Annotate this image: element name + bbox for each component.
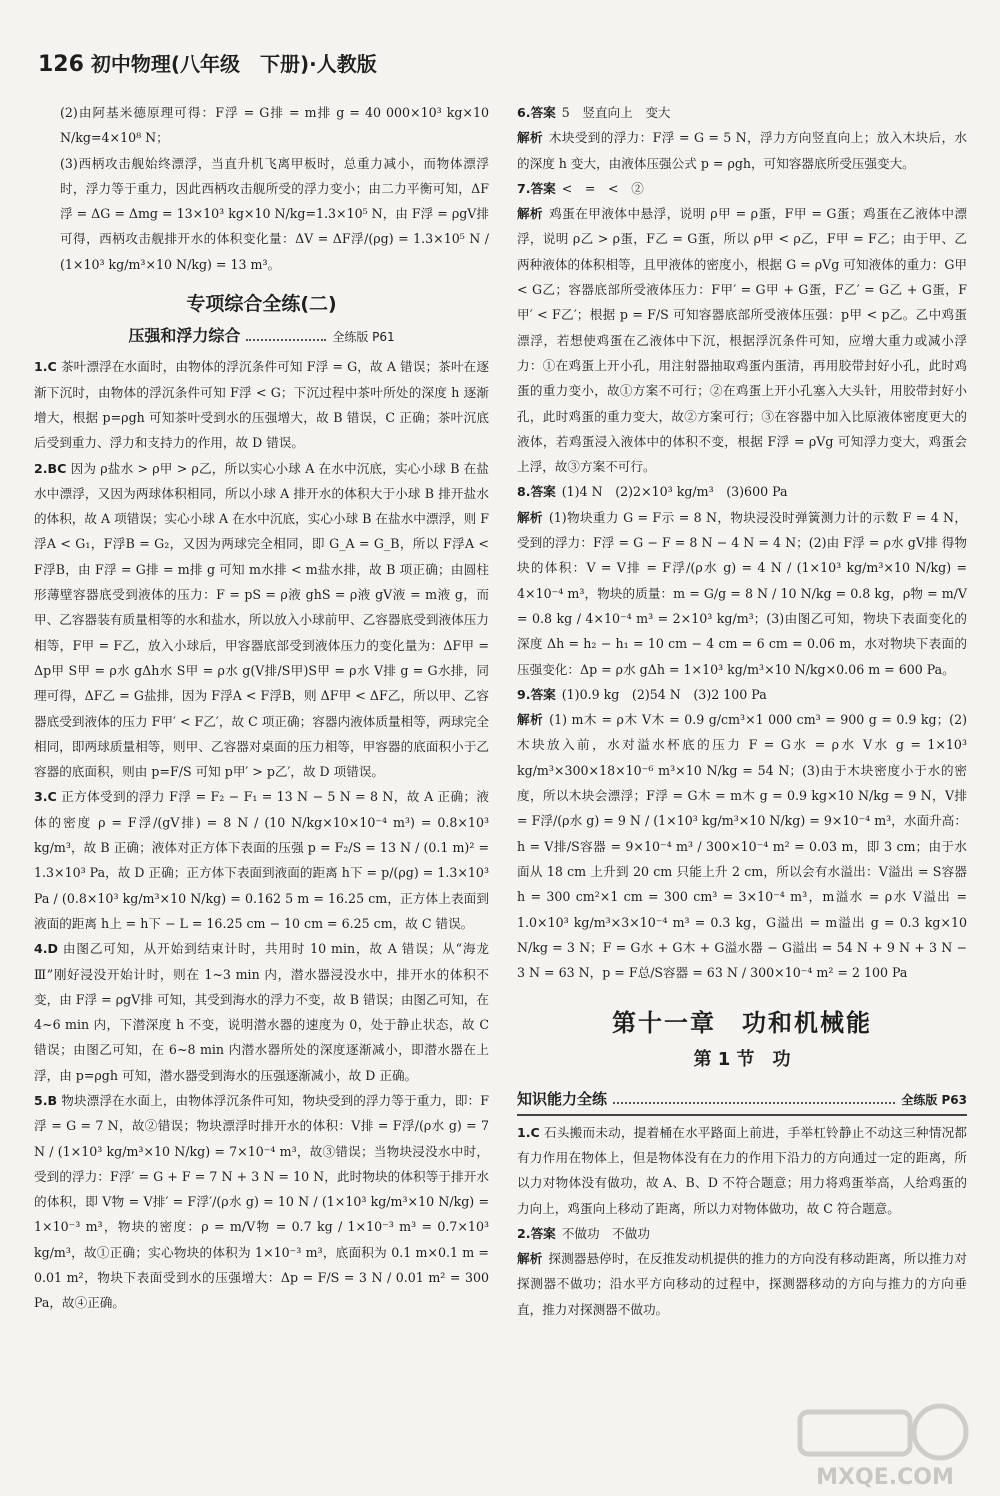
chapter-title: 第十一章 功和机械能	[612, 1009, 872, 1038]
analysis-item: 解析 (1) m木 = ρ木 V木 = 0.9 g/cm³×1 000 cm³ = 900 g = 0.9 kg；(2)木块放入前，水对溢水杯底的压力 F = G水 = ρ水 V水 g = 1×10³ kg/m³×300×18×10⁻⁶ m³×10 N/kg = 54 N；(3)由于木块密度小于水的密度，所以木块会漂浮；F浮 = G木 = m木 g = 0.9 kg×10 N/kg = 9 N，V排 = F浮/(ρ水 g) = 9 N / (1×10³ kg/m³×10 N/kg) = 9×10⁻⁴ m³，水面升高：h = V排/S容器 = 9×10⁻⁴ m³ / 300×10⁻⁴ m² = 0.03 m，即 3 cm；由于水面从 18 cm 上升到 20 cm 只能上升 2 cm，所以会有水溢出：V溢出 = S容器 h = 300 cm²×1 cm = 300 cm³ = 3×10⁻⁴ m³，m溢水 = ρ水 V溢出 = 1.0×10³ kg/m³×3×10⁻⁴ m³ = 0.3 kg，G溢出 = m溢出 g = 0.3 kg×10 N/kg = 3 N；F = G水 + G木 + G溢水器 − G溢出 = 54 N + 9 N + 3 N − 3 N = 63 N，p = F总/S容器 = 63 N / 300×10⁻⁴ m² = 2 100 Pa	[517, 712, 968, 981]
answer-item: 1.C 茶叶漂浮在水面时，由物体的浮沉条件可知 F浮 = G，故 A 错误；茶叶在逐渐下沉时，由物体的浮沉条件可知 F浮 < G；下沉过程中茶叶所处的深度 h 逐渐增大，根据 p=ρgh 可知茶叶受到水的压强增大，故 B 错误，C 正确；茶叶沉底后受到重力、浮力和支持力的作用，故 D 错误。	[34, 359, 489, 451]
answer-item: 1.C 石头搬而未动，提着桶在水平路面上前进，手举杠铃静止不动这三种情况都有力作用在物体上，但是物体没有在力的作用下沿力的方向通过一定的距离，所以力对物体没有做功，故 A、B、D 不符合题意；用力将鸡蛋举高，人给鸡蛋的力向上，鸡蛋向上移动了距离，所以力对物体做功，故 C 符合题意。	[517, 1124, 967, 1216]
answer-item: 8.答案 (1)4 N (2)2×10³ kg/m³ (3)600 Pa	[517, 484, 788, 500]
answer-item: 3.C 正方体受到的浮力 F浮 = F₂ − F₁ = 13 N − 5 N = 8 N，故 A 正确；液体的密度 ρ = F浮/(gV排) = 8 N / (10 N/kg×10×10⁻⁴ m³) = 0.8×10³ kg/m³，故 B 正确；液体对正方体下表面的压强 p = F₂/S = 13 N / (0.1 m)² = 1.3×10³ Pa，故 D 正确；正方体下表面到液面的距离 h下 = p/(ρg) = 1.3×10³ Pa / (0.8×10³ kg/m³×10 N/kg) = 0.162 5 m = 16.25 cm，正方体上表面到液面的距离 h上 = h下 − L = 16.25 cm − 10 cm = 6.25 cm，故 C 错误。	[34, 789, 489, 931]
right-column	[517, 100, 967, 1322]
site-watermark-logo	[790, 1400, 980, 1492]
analysis-item: 解析 探测器悬停时，在反推发动机提供的推力的方向没有移动距离，所以推力对探测器不做功；沿水平方向移动的过程中，探测器移动的方向与推力的方向垂直，推力对探测器不做功。	[517, 1251, 968, 1317]
prev-answer-part-2: (2)由阿基米德原理可得：F浮 = G排 = m排 g = 40 000×10³ kg×10 N/kg=4×10⁸ N；	[60, 105, 489, 146]
answer-item: 6.答案 5 竖直向上 变大	[517, 105, 671, 120]
analysis-item: 解析 木块受到的浮力：F浮 = G = 5 N，浮力方向竖直向上；放入木块后，水的深度 h 变大，由液体压强公式 p = ρgh，可知容器底所受压强变大。	[517, 130, 968, 171]
analysis-item: 解析 鸡蛋在甲液体中悬浮，说明 ρ甲 = ρ蛋，F甲 = G蛋；鸡蛋在乙液体中漂浮，说明 ρ乙 > ρ蛋，F乙 = G蛋，所以 ρ甲 < ρ乙，F甲 = F乙；由于甲、乙两种液体的体积相等，且甲液体的密度小，根据 G = ρVg 可知液体的重力：G甲 < G乙；容器底部所受液体压力：F甲′ = G甲 + G蛋，F乙′ = G乙 + G蛋，F甲′ < F乙′；根据 p = F/S 可知容器底部所受液体压强：p甲 < p乙。乙中鸡蛋漂浮，若想使鸡蛋在乙液体中下沉，根据浮沉条件可知，应增大重力或减小浮力：①在鸡蛋上开小孔，用注射器抽取鸡蛋内蛋清，再用胶带封好小孔，此时鸡蛋的重力变小，故①方案不可行；②在鸡蛋上开小孔塞入大头针，用胶带封好小孔，此时鸡蛋的重力变大，故②方案可行；③在容器中加入比原液体密度更大的液体，若鸡蛋浸入液体中的体积不变，根据 F浮 = ρVg 可知浮力变大，鸡蛋会上浮，故③方案不可行。	[517, 206, 968, 475]
answer-item: 7.答案 < = < ②	[517, 180, 644, 196]
section-ref: 全练版 P61	[332, 330, 395, 345]
answer-item: 4.D 由图乙可知，从开始到结束计时，共用时 10 min，故 A 错误；从“海龙Ⅲ”刚好浸没开始计时，则在 1~3 min 内，潜水器浸没水中，排开水的体积不变，由 F浮 = ρgV排 可知，其受到海水的浮力不变，故 B 错误；由图乙可知，在 4~6 min 内，下潜深度 h 不变，说明潜水器的速度为 0，处于静止状态，故 C 错误；由图乙可知，在 6~8 min 内潜水器所处的深度逐渐减小，即潜水器在上浮，由 p=ρgh 可知，潜水器受到海水的压强逐渐减小，故 D 正确。	[34, 941, 489, 1083]
answer-item: 5.B 物块漂浮在水面上，由物体浮沉条件可知，物块受到的浮力等于重力，即：F浮 = G = 7 N，故②错误；物块漂浮时排开水的体积：V排 = F浮/(ρ水 g) = 7 N / (1×10³ kg/m³×10 N/kg) = 7×10⁻⁴ m³，故③错误；当物块浸没水中时，受到的浮力：F浮′ = G + F = 7 N + 3 N = 10 N，此时物块的体积等于排开水的体积，即 V物 = V排′ = F浮′/(ρ水 g) = 10 N / (1×10³ kg/m³×10 N/kg) = 1×10⁻³ m³，物块的密度：ρ = m/V物 = 0.7 kg / 1×10⁻³ m³ = 0.7×10³ kg/m³，故①正确；实心物块的体积为 1×10⁻³ m³，底面积为 0.1 m×0.1 m = 0.01 m²，物块下表面受到水的压强增大：Δp = F/S = 3 N / 0.01 m² = 300 Pa，故④正确。	[34, 1092, 489, 1311]
section-title: 专项综合全练(二)	[186, 293, 337, 316]
page-header	[38, 48, 978, 82]
watermark-text: MXQE.COM	[816, 1465, 954, 1490]
section-subtitle-row	[34, 323, 489, 350]
answer-item: 9.答案 (1)0.9 kg (2)54 N (3)2 100 Pa	[517, 686, 767, 702]
answer-item: 2.BC 因为 ρ盐水 > ρ甲 > ρ乙，所以实心小球 A 在水中沉底，实心小球 B 在盐水中漂浮，又因为两球体积相同，所以小球 A 排开水的体积大于小球 B 排开盐水的体积，故 A 项错误；实心小球 A 在水中沉底，实心小球 B 在盐水中漂浮，则 F浮A < G₁，F浮B = G₂，又因为两球完全相同，即 G_A = G_B，所以 F浮A < F浮B，由 F浮 = G排 = m排 g 可知 m水排 < m盐水排，故 B 项正确；由圆柱形薄壁容器底受到液体的压力：F = pS = ρ液 ghS = ρ液 gV液 = m液 g，而甲、乙容器装有质量相等的水和盐水，所以放入小球前甲、乙容器底受到液体压力相等，F甲 = F乙，放入小球后，甲容器底部受到液体压力的变化量为：ΔF甲 = Δp甲 S甲 = ρ水 gΔh水 S甲 = ρ水 g(V排/S甲)S甲 = ρ水 V排 g = G水排，同理可得，ΔF乙 = G盐排，因为 F浮A < F浮B，则 ΔF甲 < ΔF乙，所以甲、乙容器底受到液体的压力 F甲′ < F乙′，故 C 项正确；容器内液体质量相等，两球完全相同，即两球质量相等，则甲、乙容器对桌面的压力相等，甲容器的底面积小于乙容器的底面积，则由 p=F/S 可知 p甲′ > p乙′，故 D 项错误。	[34, 460, 489, 780]
prev-answer-part-3: (3)西柄攻击舰始终漂浮，当直升机飞离甲板时，总重力减小，而物体漂浮时，浮力等于重力，因此西柄攻击舰所受的浮力变小；由二力平衡可知，ΔF浮 = ΔG = Δmg = 13×10³ kg×10 N/kg=1.3×10⁵ N，由 F浮 = ρgV排 可得，西柄攻击舰排开水的体积变化量：ΔV = ΔF浮/(ρg) = 1.3×10⁵ N / (1×10³ kg/m³×10 N/kg) = 13 m³。	[60, 155, 489, 272]
leader-dots	[613, 1102, 895, 1104]
section-subtitle: 压强和浮力综合	[128, 326, 241, 346]
analysis-item: 解析 (1)物块重力 G = F示 = 8 N，物块浸没时弹簧测力计的示数 F = 4 N，受到的浮力：F浮 = G − F = 8 N − 4 N = 4 N；(2)由 F浮 = ρ水 gV排 得物块的体积：V = V排 = F浮/(ρ水 g) = 4 N / (1×10³ kg/m³×10 N/kg) = 4×10⁻⁴ m³，物块的质量：m = G/g = 8 N / 10 N/kg = 0.8 kg，ρ物 = m/V = 0.8 kg / 4×10⁻⁴ m³ = 2×10³ kg/m³；(3)由图乙可知，物块下表面变化的深度 Δh = h₂ − h₁ = 10 cm − 4 cm = 6 cm = 0.06 m，水对物块下表面的压强变化：Δp = ρ水 gΔh = 1×10³ kg/m³×10 N/kg×0.06 m = 600 Pa。	[517, 509, 968, 677]
knowledge-bar	[517, 1087, 967, 1115]
lesson-title: 第 1 节 功	[693, 1049, 791, 1071]
knowledge-title: 知识能力全练	[517, 1090, 608, 1109]
book-title: 初中物理(八年级 下册)·人教版	[90, 52, 377, 76]
leader-dots	[246, 338, 326, 341]
knowledge-ref: 全练版 P63	[901, 1093, 967, 1108]
answer-item: 2.答案 不做功 不做功	[517, 1225, 650, 1241]
left-column	[34, 100, 489, 1316]
page-number: 126	[38, 52, 84, 77]
